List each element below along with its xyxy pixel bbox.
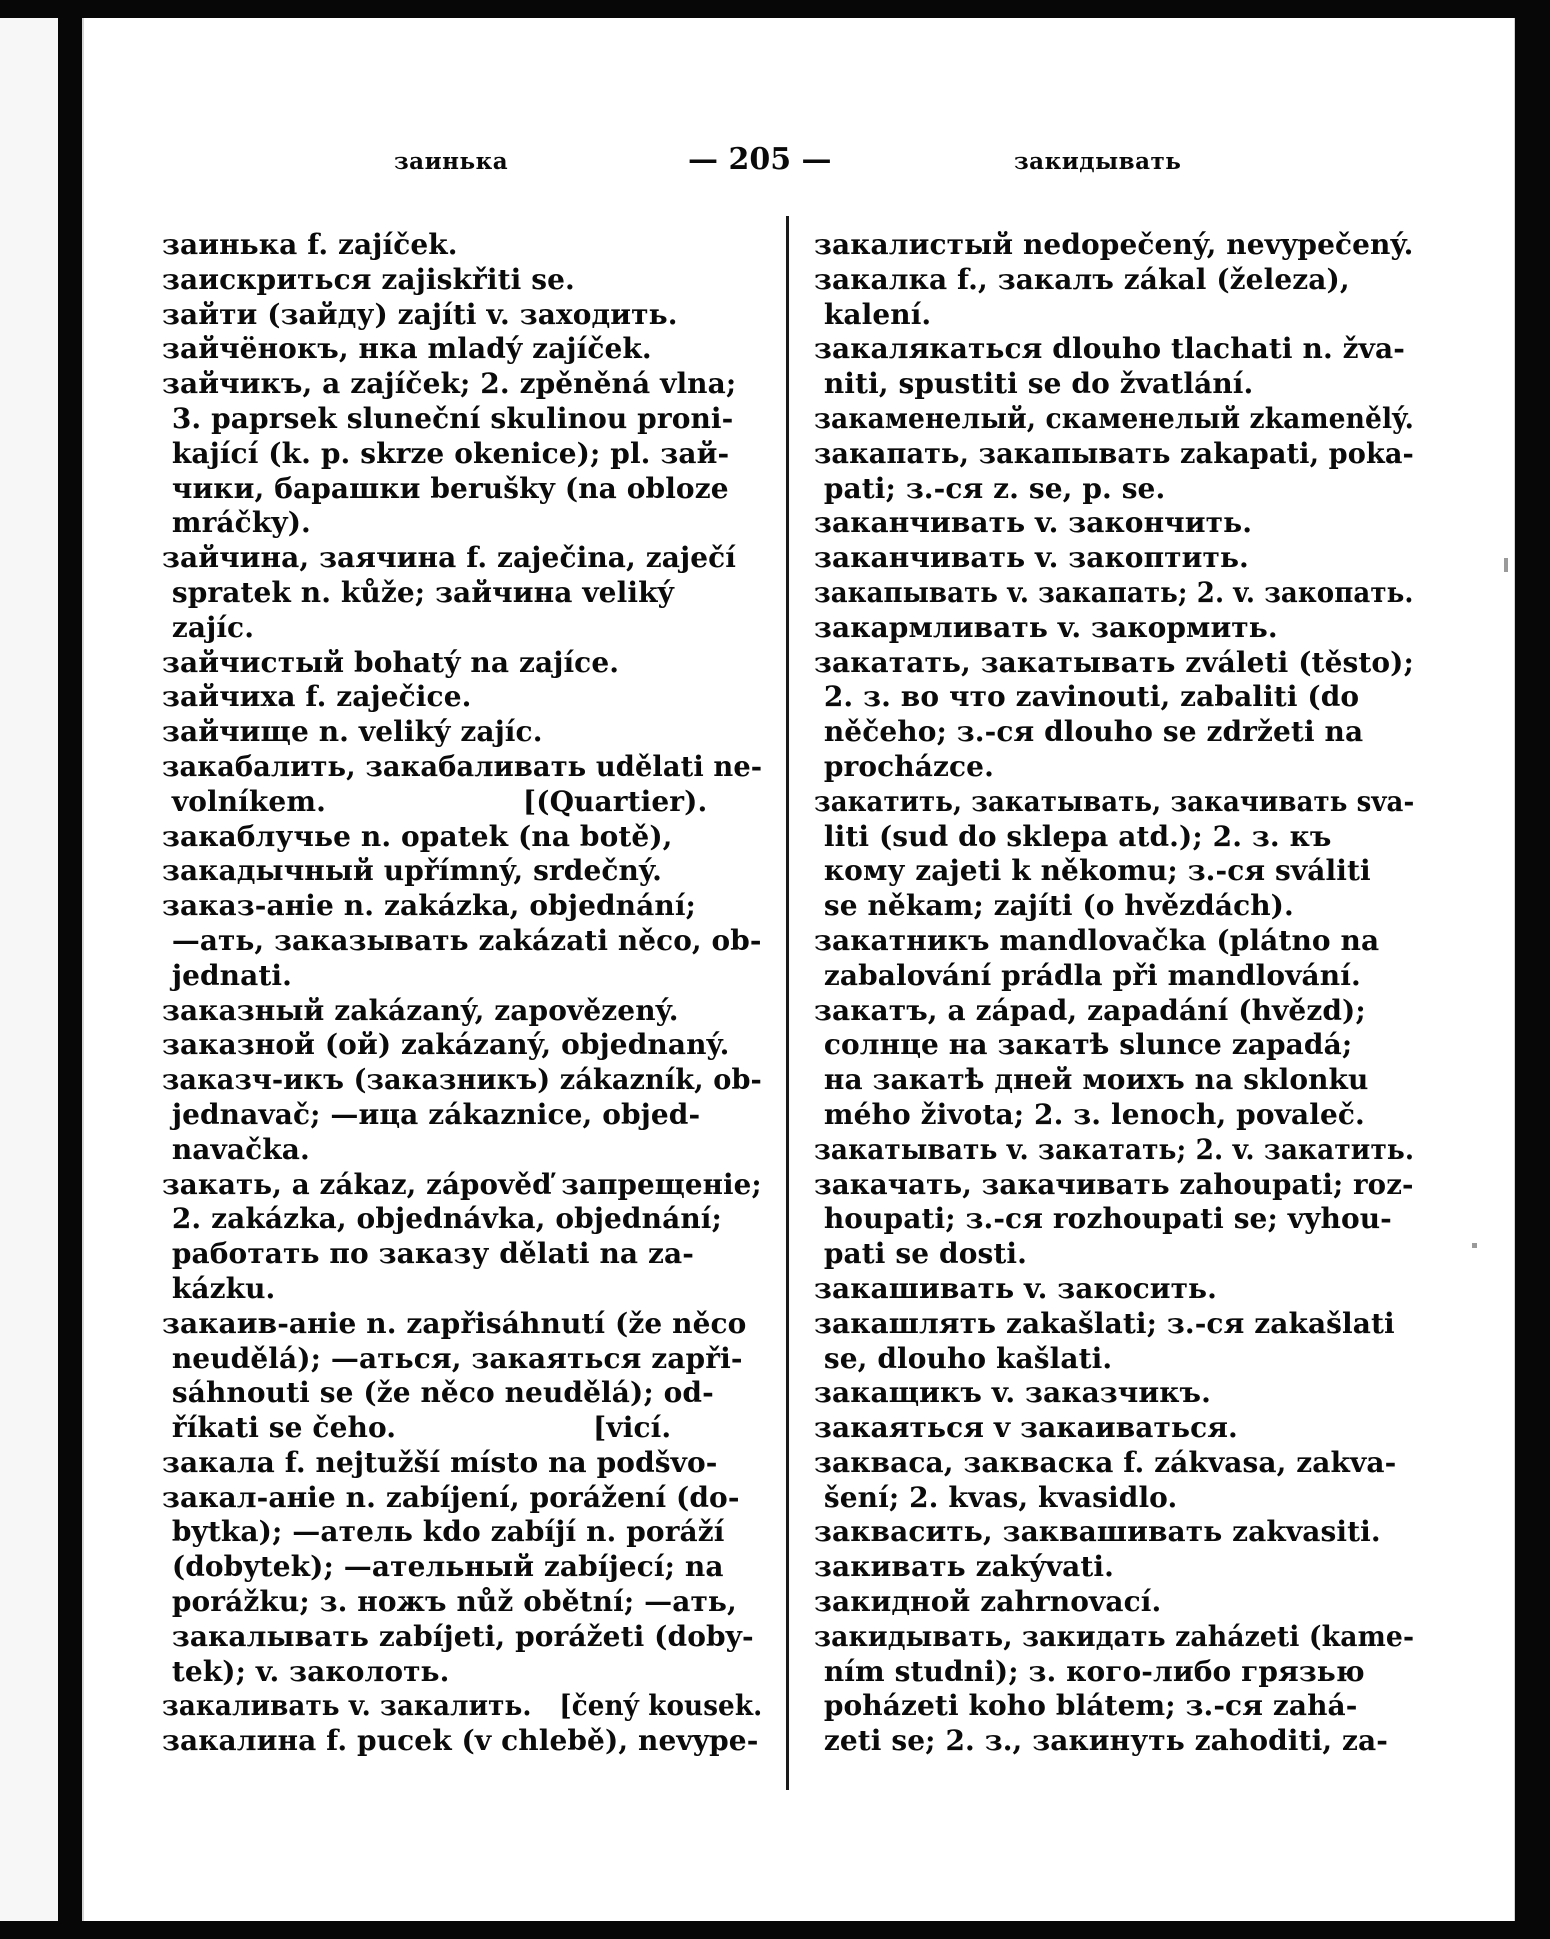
dictionary-line: kalení. (814, 297, 932, 331)
dictionary-line: закаблучье n. opatek (na botě), (162, 819, 673, 853)
dictionary-line: (dobytek); —ательный zabíjecí; na (162, 1550, 724, 1584)
dictionary-line: закатить, закатывать, закачивать sva- (814, 784, 1415, 818)
dictionary-line: закидывать, закидать zaházeti (kame- (814, 1619, 1415, 1653)
dictionary-line: солнце на закатѣ slunce zapadá; (814, 1028, 1353, 1062)
dictionary-line: закадычный upřímný, srdečný. (162, 854, 662, 888)
dictionary-line: se někam; zajíti (o hvězdách). (814, 889, 1294, 923)
dictionary-line: заискриться zajiskřiti se. (162, 262, 575, 296)
dictionary-line: šení; 2. kvas, kvasidlo. (814, 1480, 1178, 1514)
dictionary-line: jednavač; —ица zákaznice, objed- (162, 1097, 701, 1131)
dictionary-line: navačka. (162, 1132, 310, 1166)
dictionary-line: 2. з. во что zavinouti, zabaliti (do (814, 680, 1360, 714)
header-first-entry: заинька (394, 148, 509, 175)
dictionary-line: porážku; з. ножъ nůž obětní; —ать, (162, 1585, 737, 1619)
dictionary-line: заказ-аніе n. zakázka, objednání; (162, 889, 696, 923)
dictionary-line: закидной zahrnovací. (814, 1585, 1162, 1619)
dictionary-line: kající (k. p. skrze okenice); pl. зай- (162, 436, 730, 470)
dictionary-line: зайти (зайду) zajíti v. заходить. (162, 297, 678, 331)
dictionary-line: kázku. (162, 1271, 276, 1305)
dictionary-line: tek); v. заколоть. (162, 1654, 450, 1688)
dictionary-line: закал-аніе n. zabíjení, porážení (do- (162, 1480, 740, 1514)
dictionary-line: закаив-аніе n. zapřisáhnutí (že něco (162, 1306, 747, 1340)
dictionary-line: pati se dosti. (814, 1237, 1027, 1271)
dictionary-line: работать по заказу dělati na za- (162, 1237, 694, 1271)
dictionary-line: říkati se čeho. [vicí. (162, 1411, 672, 1445)
dictionary-line: заканчивать v. закончить. (814, 506, 1253, 540)
dictionary-line: на закатѣ дней моихъ na sklonku (814, 1063, 1369, 1097)
dictionary-line: poházeti koho blátem; з.-ся zahá- (814, 1689, 1358, 1723)
dictionary-line: něčeho; з.-ся dlouho se zdržeti na (814, 715, 1364, 749)
dictionary-line: заказч-икъ (заказникъ) zákazník, ob- (162, 1063, 762, 1097)
adjacent-page-edge (0, 18, 58, 1921)
dictionary-line: закармливать v. закормить. (814, 610, 1278, 644)
dictionary-line: houpati; з.-ся rozhoupati se; vyhou- (814, 1202, 1392, 1236)
left-column (162, 228, 762, 1759)
dictionary-line: заканчивать v. закоптить. (814, 541, 1249, 575)
dictionary-line: закивать zakývati. (814, 1550, 1114, 1584)
dictionary-line: кому zajeti k někomu; з.-ся sváliti (814, 854, 1371, 888)
dictionary-line: закать, а zákaz, zápověď запрещеніе; (162, 1167, 762, 1201)
dictionary-line: закаяться v закаиваться. (814, 1411, 1238, 1445)
dictionary-line: spratek n. kůže; зайчина veliký (162, 575, 674, 609)
dictionary-page (82, 18, 1515, 1921)
dictionary-line: зайчище n. veliký zajíc. (162, 715, 543, 749)
dictionary-line: закалякаться dlouho tlachati n. žva- (814, 332, 1405, 366)
dictionary-line: зайчёнокъ, нка mladý zajíček. (162, 332, 652, 366)
dictionary-line: закашлять zakašlati; з.-ся zakašlati (814, 1306, 1395, 1340)
dictionary-line: jednati. (162, 958, 292, 992)
dictionary-line: закащикъ v. заказчикъ. (814, 1376, 1211, 1410)
scan-speck (1504, 558, 1508, 572)
header-last-entry: закидывать (1014, 148, 1182, 175)
dictionary-line: —ать, заказывать zakázati něco, ob- (162, 923, 762, 957)
dictionary-line: заказный zakázaný, zapovězený. (162, 993, 679, 1027)
dictionary-line: закаменелый, скаменелый zkamenělý. (814, 401, 1414, 435)
dictionary-line: зайчина, заячина f. zaječina, zaječí (162, 541, 737, 575)
dictionary-line: ním studni); з. кого-либо грязью (814, 1654, 1365, 1688)
dictionary-line: зайчикъ, а zajíček; 2. zpěněná vlna; (162, 367, 737, 401)
page-number: — 205 — (688, 142, 832, 177)
dictionary-line: закаливать v. закалить. [čený kousek. (162, 1689, 763, 1723)
dictionary-line: se, dlouho kašlati. (814, 1341, 1113, 1375)
dictionary-line: закатывать v. закатать; 2. v. закатить. (814, 1132, 1415, 1166)
dictionary-line: zabalování prádla při mandlování. (814, 958, 1361, 992)
dictionary-line: заказной (ой) zakázaný, objednaný. (162, 1028, 730, 1062)
dictionary-line: pati; з.-ся z. se, p. se. (814, 471, 1166, 505)
dictionary-line: niti, spustiti se do žvatlání. (814, 367, 1254, 401)
dictionary-line: 2. zakázka, objednávka, objednání; (162, 1202, 722, 1236)
dictionary-line: закапывать v. закапать; 2. v. закопать. (814, 575, 1414, 609)
running-header (84, 126, 1517, 186)
dictionary-line: закалка f., закалъ zákal (železa), (814, 262, 1350, 296)
dictionary-line: закатать, закатывать zváleti (těsto); (814, 645, 1414, 679)
dictionary-line: zeti se; 2. з., закинуть zahoditi, za- (814, 1724, 1388, 1758)
dictionary-line: zajíc. (162, 610, 255, 644)
column-divider (786, 216, 789, 1790)
dictionary-line: sáhnouti se (že něco neudělá); od- (162, 1376, 714, 1410)
dictionary-line: mráčky). (162, 506, 311, 540)
dictionary-line: зайчистый bohatý na zajíce. (162, 645, 620, 679)
dictionary-line: закабалить, закабаливать udělati ne- (162, 749, 763, 783)
dictionary-line: закашивать v. закосить. (814, 1271, 1218, 1305)
dictionary-line: закатъ, а západ, zapadání (hvězd); (814, 993, 1366, 1027)
dictionary-line: закалистый nedopečený, nevypečený. (814, 228, 1414, 261)
dictionary-line: bytka); —атель kdo zabíjí n. poráží (162, 1515, 725, 1549)
scan-speck (1472, 1243, 1477, 1248)
dictionary-line: зайчиха f. zaječice. (162, 680, 472, 714)
dictionary-line: закапать, закапывать zakapati, poka- (814, 436, 1414, 470)
dictionary-line: заквасить, заквашивать zakvasiti. (814, 1515, 1381, 1549)
dictionary-line: чики, барашки berušky (na obloze (162, 471, 729, 505)
dictionary-line: закала f. nejtužší místo na podšvo- (162, 1445, 718, 1479)
dictionary-line: volníkem. [(Quartier). (162, 784, 708, 818)
right-column (814, 228, 1414, 1759)
dictionary-line: mého života; 2. з. lenoch, povaleč. (814, 1097, 1365, 1131)
dictionary-line: neudělá); —аться, закаяться zapři- (162, 1341, 743, 1375)
dictionary-line: liti (sud do sklepa atd.); 2. з. къ (814, 819, 1332, 853)
dictionary-line: 3. paprsek sluneční skulinou proni- (162, 401, 734, 435)
dictionary-line: закалывать zabíjeti, porážeti (doby- (162, 1619, 754, 1653)
dictionary-line: закатникъ mandlovačka (plátno na (814, 923, 1380, 957)
dictionary-line: заинька f. zajíček. (162, 228, 458, 261)
dictionary-line: procházce. (814, 749, 994, 783)
dictionary-line: закачать, закачивать zahoupati; roz- (814, 1167, 1414, 1201)
dictionary-line: закалина f. pucek (v chlebě), nevype- (162, 1724, 759, 1758)
dictionary-line: закваса, закваска f. zákvasa, zakva- (814, 1445, 1397, 1479)
